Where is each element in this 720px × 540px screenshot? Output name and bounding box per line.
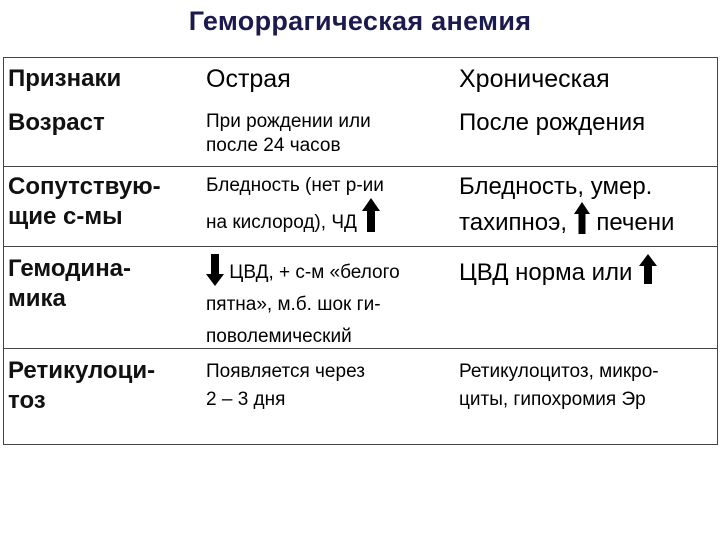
row-divider — [3, 246, 718, 247]
row-reticulocytosis-acute: Появляется через 2 – 3 дня — [206, 361, 365, 410]
row-age-label: Возраст — [8, 109, 105, 136]
row-reticulocytosis-chronic: Ретикулоцитоз, микро- циты, гипохромия Эр — [459, 361, 659, 410]
row-hemodynamics-label: Гемодина- мика — [8, 255, 132, 313]
row-symptoms-label: Сопутствую- щие с-мы — [8, 173, 161, 231]
row-symptoms-acute: Бледность (нет р-ии на кислород), ЧД — [206, 175, 384, 234]
row-divider — [3, 166, 718, 167]
row-hemodynamics-chronic: ЦВД норма или — [459, 254, 657, 288]
row-reticulocytosis-label: Ретикулоци- тоз — [8, 357, 156, 415]
header-criteria: Признаки — [8, 65, 122, 92]
page-title: Геморрагическая анемия — [188, 6, 532, 36]
arrow-up-icon — [574, 202, 590, 234]
row-hemodynamics-acute: ЦВД, + с-м «белого пятна», м.б. шок ги- поволемический — [206, 254, 400, 353]
arrow-up-icon — [362, 198, 380, 232]
arrow-up-icon — [639, 254, 657, 284]
row-age-acute: При рождении или после 24 часов — [206, 111, 371, 157]
row-age-chronic: После рождения — [459, 109, 646, 136]
row-symptoms-chronic: Бледность, умер. тахипноэ, печени — [459, 173, 675, 237]
header-acute: Острая — [206, 65, 291, 93]
header-chronic: Хроническая — [459, 65, 610, 93]
arrow-down-icon — [206, 254, 224, 286]
